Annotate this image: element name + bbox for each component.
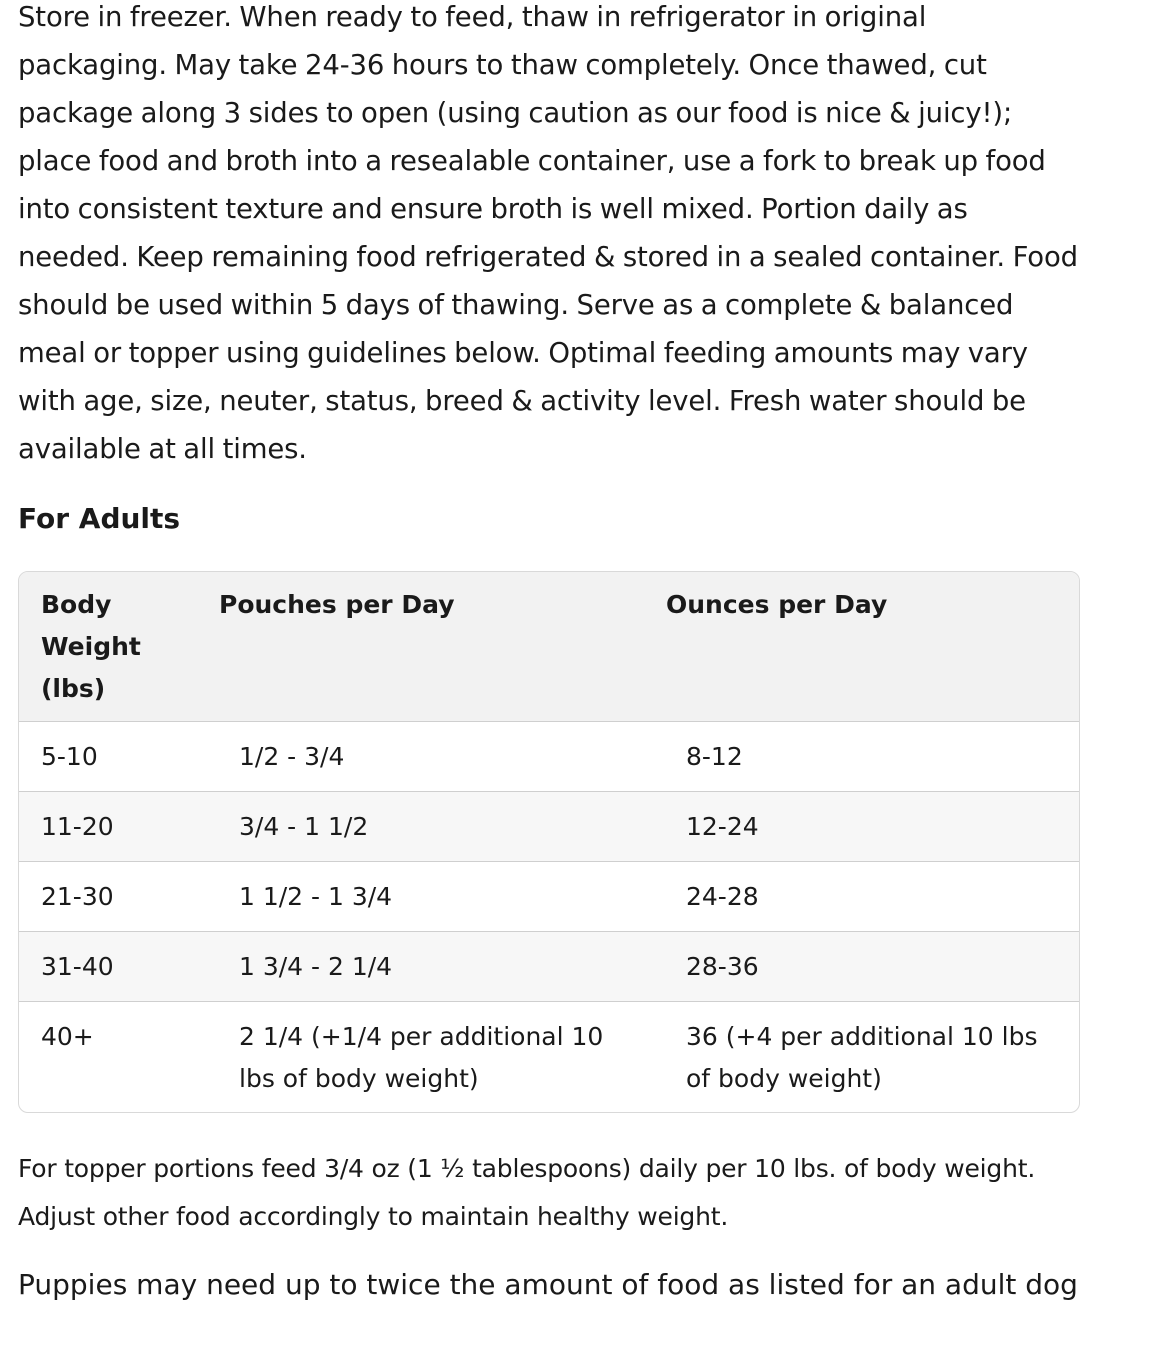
cell-pouches: 3/4 - 1 1/2 bbox=[239, 811, 369, 841]
cell-ounces: 36 (+4 per additional 10 lbs of body weight) bbox=[686, 1022, 1038, 1093]
cell-pouches: 1 1/2 - 1 3/4 bbox=[239, 881, 393, 911]
cell-body-weight: 21-30 bbox=[41, 881, 114, 911]
cell-ounces: 24-28 bbox=[686, 881, 759, 911]
table-row bbox=[19, 722, 1079, 792]
topper-note: For topper portions feed 3/4 oz (1 ½ tablespoons) daily per 10 lbs. of body weight. Adjust other food accordingly to maintain healthy weight. bbox=[18, 1154, 1036, 1231]
cell-body-weight: 11-20 bbox=[41, 811, 114, 841]
table-header-row bbox=[19, 572, 1079, 722]
storage-instructions-text: Store in freezer. When ready to feed, thaw in refrigerator in original packaging. May take 24-36 hours to thaw completely. Once thawed, cut package along 3 sides to open (using caution as our food is nice & juicy!); place food and broth into a resealable container, use a fork to break up food into consistent texture and ensure broth is well mixed. Portion daily as needed. Keep remaining food refrigerated & stored in a sealed container. Food should be used within 5 days of thawing. Serve as a complete & balanced meal or topper using guidelines below. Optimal feeding amounts may vary with age, size, neuter, status, breed & activity level. Fresh water should be available at all times. bbox=[18, 1, 1078, 465]
table-row bbox=[19, 862, 1079, 932]
cell-ounces: 12-24 bbox=[686, 811, 759, 841]
table-row bbox=[19, 1002, 1079, 1112]
table-row bbox=[19, 792, 1079, 862]
cell-ounces: 8-12 bbox=[686, 741, 743, 771]
cell-pouches: 1 3/4 - 2 1/4 bbox=[239, 951, 393, 981]
cell-ounces: 28-36 bbox=[686, 951, 759, 981]
header-body-weight: Body Weight (lbs) bbox=[41, 590, 141, 703]
cell-body-weight: 31-40 bbox=[41, 951, 114, 981]
puppies-note: Puppies may need up to twice the amount of food as listed for an adult dog bbox=[18, 1268, 1078, 1301]
header-pouches-per-day: Pouches per Day bbox=[219, 590, 455, 619]
section-heading-adults: For Adults bbox=[18, 502, 181, 535]
table-row bbox=[19, 932, 1079, 1002]
feeding-instructions-content bbox=[18, 0, 1080, 1309]
feeding-table bbox=[18, 571, 1080, 1113]
cell-pouches: 2 1/4 (+1/4 per additional 10 lbs of body weight) bbox=[239, 1022, 604, 1093]
cell-body-weight: 5-10 bbox=[41, 741, 98, 771]
cell-pouches: 1/2 - 3/4 bbox=[239, 741, 345, 771]
header-ounces-per-day: Ounces per Day bbox=[666, 590, 888, 619]
cell-body-weight: 40+ bbox=[41, 1022, 94, 1051]
